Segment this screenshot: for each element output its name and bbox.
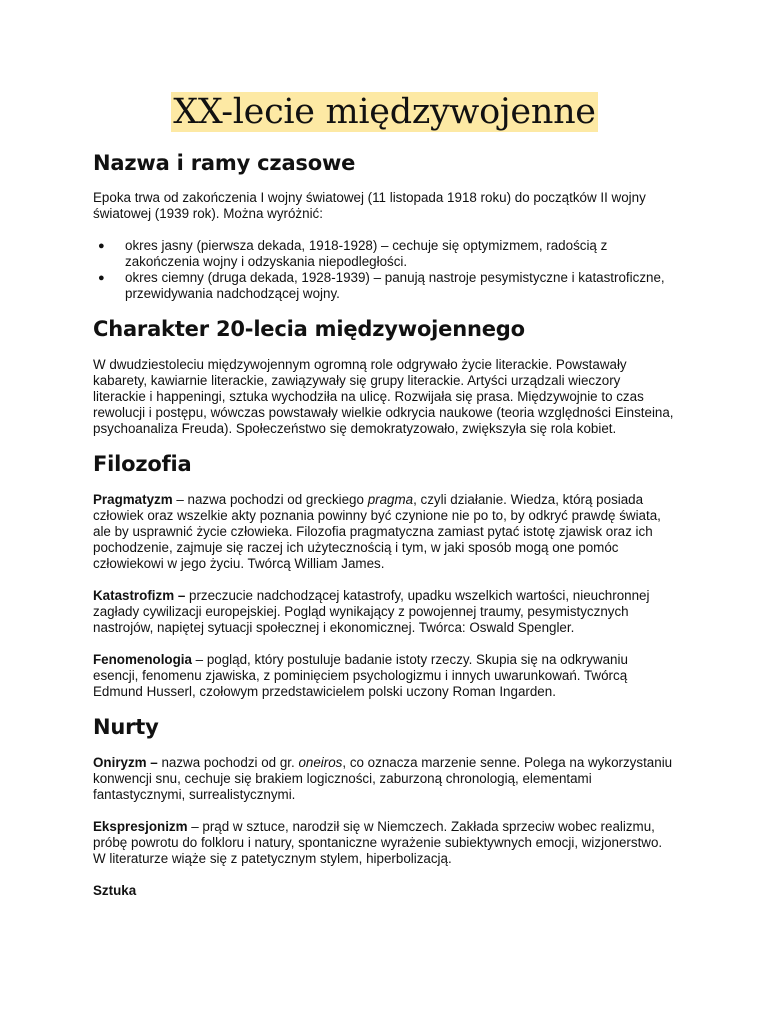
heading-nurty: Nurty [93, 715, 159, 739]
page-title: XX-lecie międzywojenne [173, 92, 596, 132]
term-oniryzm: Oniryzm – [93, 755, 158, 770]
list-item: ● okres jasny (pierwsza dekada, 1918-1928) – cechuje się optymizmem, radością z zakończenia wojny i odzyskania niepodległości. [116, 238, 676, 270]
text-fragment: przeczucie nadchodzącej katastrofy, upadku wszelkich wartości, nieuchronnej zagłady cywilizacji europejskiej. Pogląd wynikający z powojennej traumy, pesymistycznych nastrojów, napiętej sytuacji społecznej i ekonomicznej. Twórca: Oswald Spengler. [93, 588, 650, 635]
paragraph-ekspresjonizm [93, 819, 676, 867]
period-list [93, 238, 676, 302]
paragraph-charakter: W dwudziestoleciu międzywojennym ogromną role odgrywało życie literackie. Powstawały kabarety, kawiarnie literackie, zawiązywały się grupy literackie. Artyści urządzali wieczory literackie i happeningi, sztuka wychodziła na ulicę. Rozwijała się prasa. Międzywojnie to czas rewolucji i postępu, wówczas powstawały wielkie odkrycia naukowe (teoria względności Einsteina, psychoanaliza Freuda). Społeczeństwo się demokratyzowało, zwiększyła się rola kobiet. [93, 357, 674, 436]
heading-nazwa: Nazwa i ramy czasowe [93, 151, 356, 175]
text-fragment: , co oznacza marzenie senne. Polega na wykorzystaniu konwencji snu, cechuje się brakiem logiczności, zaburzoną chronologią, elementami fantastycznymi, surrealistycznymi. [93, 755, 673, 802]
text-fragment: nazwa pochodzi od gr. [157, 755, 299, 770]
text-fragment: – pogląd, który postuluje badanie istoty rzeczy. Skupia się na odkrywaniu esencji, fenomenu zjawiska, z pominięciem psychologizmu i innych uwarunkowań. Twórcą Edmund Husserl, czołowym przedstawicielem polski uczony Roman Ingarden. [93, 652, 628, 699]
text-fragment: , czyli działanie. Wiedza, którą posiada człowiek oraz wszelkie akty poznania powinny być czynione nie po to, by odkryć prawdę świata, ale by usprawnić życie człowieka. Filozofia pragmatyczna zamiast pytać istotę zjawisk oraz ich pochodzenie, zajmuje się raczej ich użytecznością i tym, w jaki sposób mogą one pomóc człowiekowi w jego życiu. Twórcą William James. [93, 492, 661, 571]
term-pragmatyzm: Pragmatyzm [93, 492, 173, 507]
term-fenomenologia: Fenomenologia [93, 652, 192, 667]
paragraph-epoka: Epoka trwa od zakończenia I wojny światowej (11 listopada 1918 roku) do początków II wojny światowej (1939 rok). Można wyróżnić: [93, 190, 646, 221]
heading-charakter: Charakter 20-lecia międzywojennego [93, 317, 525, 341]
term-katastrofizm: Katastrofizm – [93, 588, 186, 603]
paragraph-oniryzm [93, 755, 676, 803]
term-ekspresjonizm: Ekspresjonizm [93, 819, 188, 834]
title-wrap [93, 0, 676, 132]
list-item: ● okres ciemny (druga dekada, 1928-1939) – panują nastroje pesymistyczne i katastroficzne, przewidywania nadchodzącej wojny. [116, 270, 676, 302]
heading-filozofia: Filozofia [93, 452, 192, 476]
paragraph-pragmatyzm [93, 492, 676, 572]
italic-term: pragma [367, 492, 414, 507]
italic-term: oneiros [298, 755, 343, 770]
paragraph-katastrofizm [93, 588, 676, 636]
text-fragment: – nazwa pochodzi od greckiego [172, 492, 368, 507]
subheading-sztuka: Sztuka [93, 883, 137, 898]
text-fragment: – prąd w sztuce, narodził się w Niemczech. Zakłada sprzeciw wobec realizmu, próbę powrotu do folkloru i natury, spontaniczne wyrażenie subiektywnych emocji, wizjonerstwo. W literaturze wiąże się z patetycznym stylem, hiperbolizacją. [93, 819, 663, 866]
paragraph-fenomenologia [93, 652, 676, 700]
